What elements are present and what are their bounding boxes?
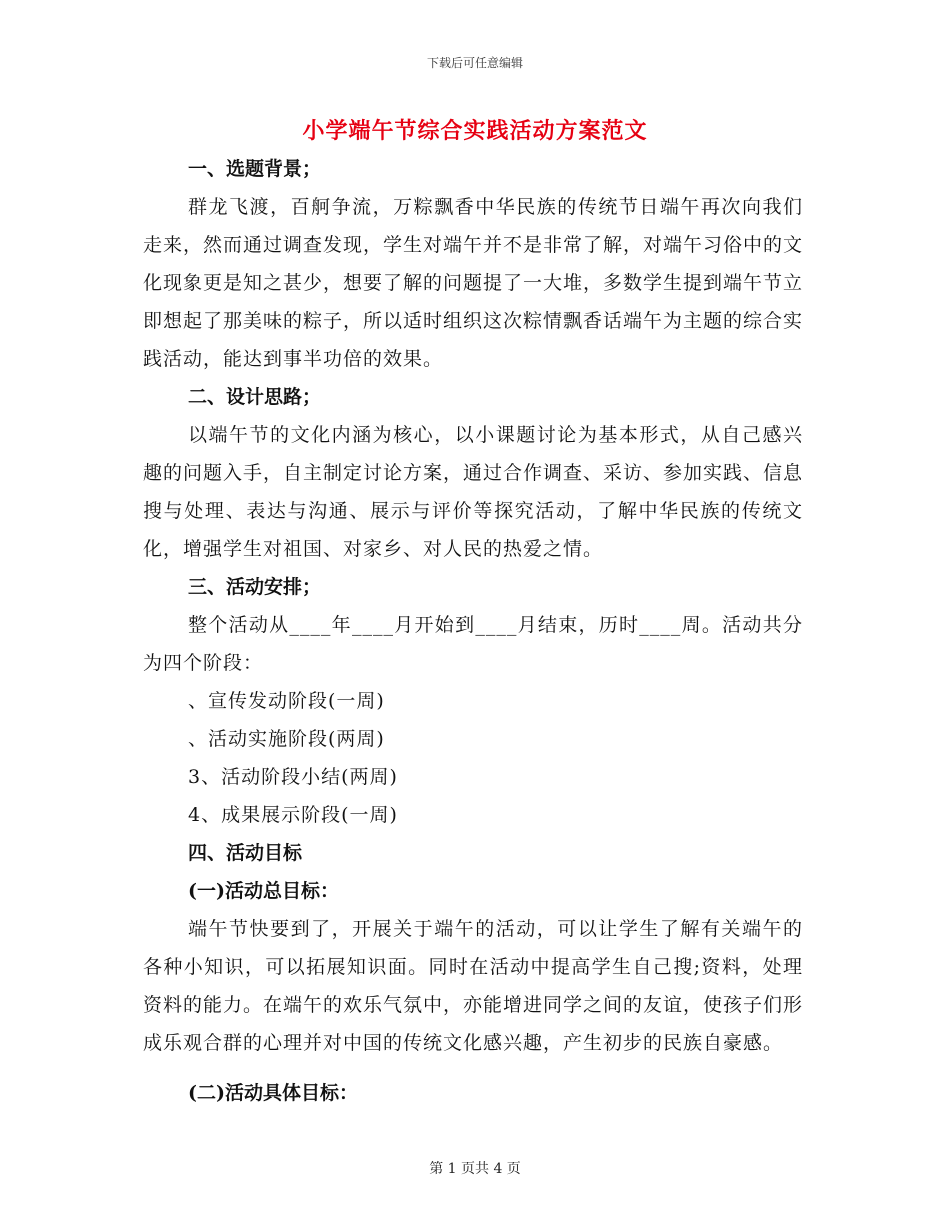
paragraph-background: 群龙飞渡，百舸争流，万粽飘香中华民族的传统节日端午再次向我们走来，然而通过调查发现，学生对端午并不是非常了解，对端午习俗中的文化现象更是知之甚少，想要了解的问题提了一大堆，多数学生提到端午节立即想起了那美味的粽子，所以适时组织这次粽情飘香话端午为主题的综合实践活动，能达到事半功倍的效果。	[143, 196, 804, 370]
section-heading-goals: 四、活动目标	[188, 842, 303, 864]
list-item: 、宣传发动阶段(一周)	[188, 690, 385, 712]
header-note: 下载后可任意编辑	[426, 56, 523, 70]
paragraph-design: 以端午节的文化内涵为核心，以小课题讨论为基本形式，从自己感兴趣的问题入手，自主制定讨论方案，通过合作调查、采访、参加实践、信息搜与处理、表达与沟通、展示与评价等探究活动，了解中华民族的传统文化，增强学生对祖国、对家乡、对人民的热爱之情。	[143, 424, 804, 560]
list-item: 4、成果展示阶段(一周)	[188, 804, 398, 826]
section-heading-design: 二、设计思路；	[188, 386, 322, 408]
subsection-heading-specific-goals: (二)活动具体目标：	[188, 1082, 358, 1104]
section-heading-background: 一、选题背景；	[188, 158, 322, 180]
section-heading-schedule: 三、活动安排；	[188, 576, 322, 598]
list-item: 、活动实施阶段(两周)	[188, 728, 385, 750]
list-item: 3、活动阶段小结(两周)	[188, 766, 398, 788]
paragraph-schedule: 整个活动从____年____月开始到____月结束，历时____周。活动共分为四个阶段：	[143, 614, 803, 674]
paragraph-overall-goal: 端午节快要到了，开展关于端午的活动，可以让学生了解有关端午的各种小知识，可以拓展知识面。同时在活动中提高学生自己搜;资料，处理资料的能力。在端午的欢乐气氛中，亦能增进同学之间的友谊，使孩子们形成乐观合群的心理并对中国的传统文化感兴趣，产生初步的民族自豪感。	[143, 918, 804, 1054]
page-footer: 第 1 页共 4 页	[429, 1161, 521, 1177]
document-body	[143, 150, 803, 1112]
document-title: 小学端午节综合实践活动方案范文	[302, 118, 648, 144]
subsection-heading-overall-goal: (一)活动总目标：	[188, 880, 339, 902]
